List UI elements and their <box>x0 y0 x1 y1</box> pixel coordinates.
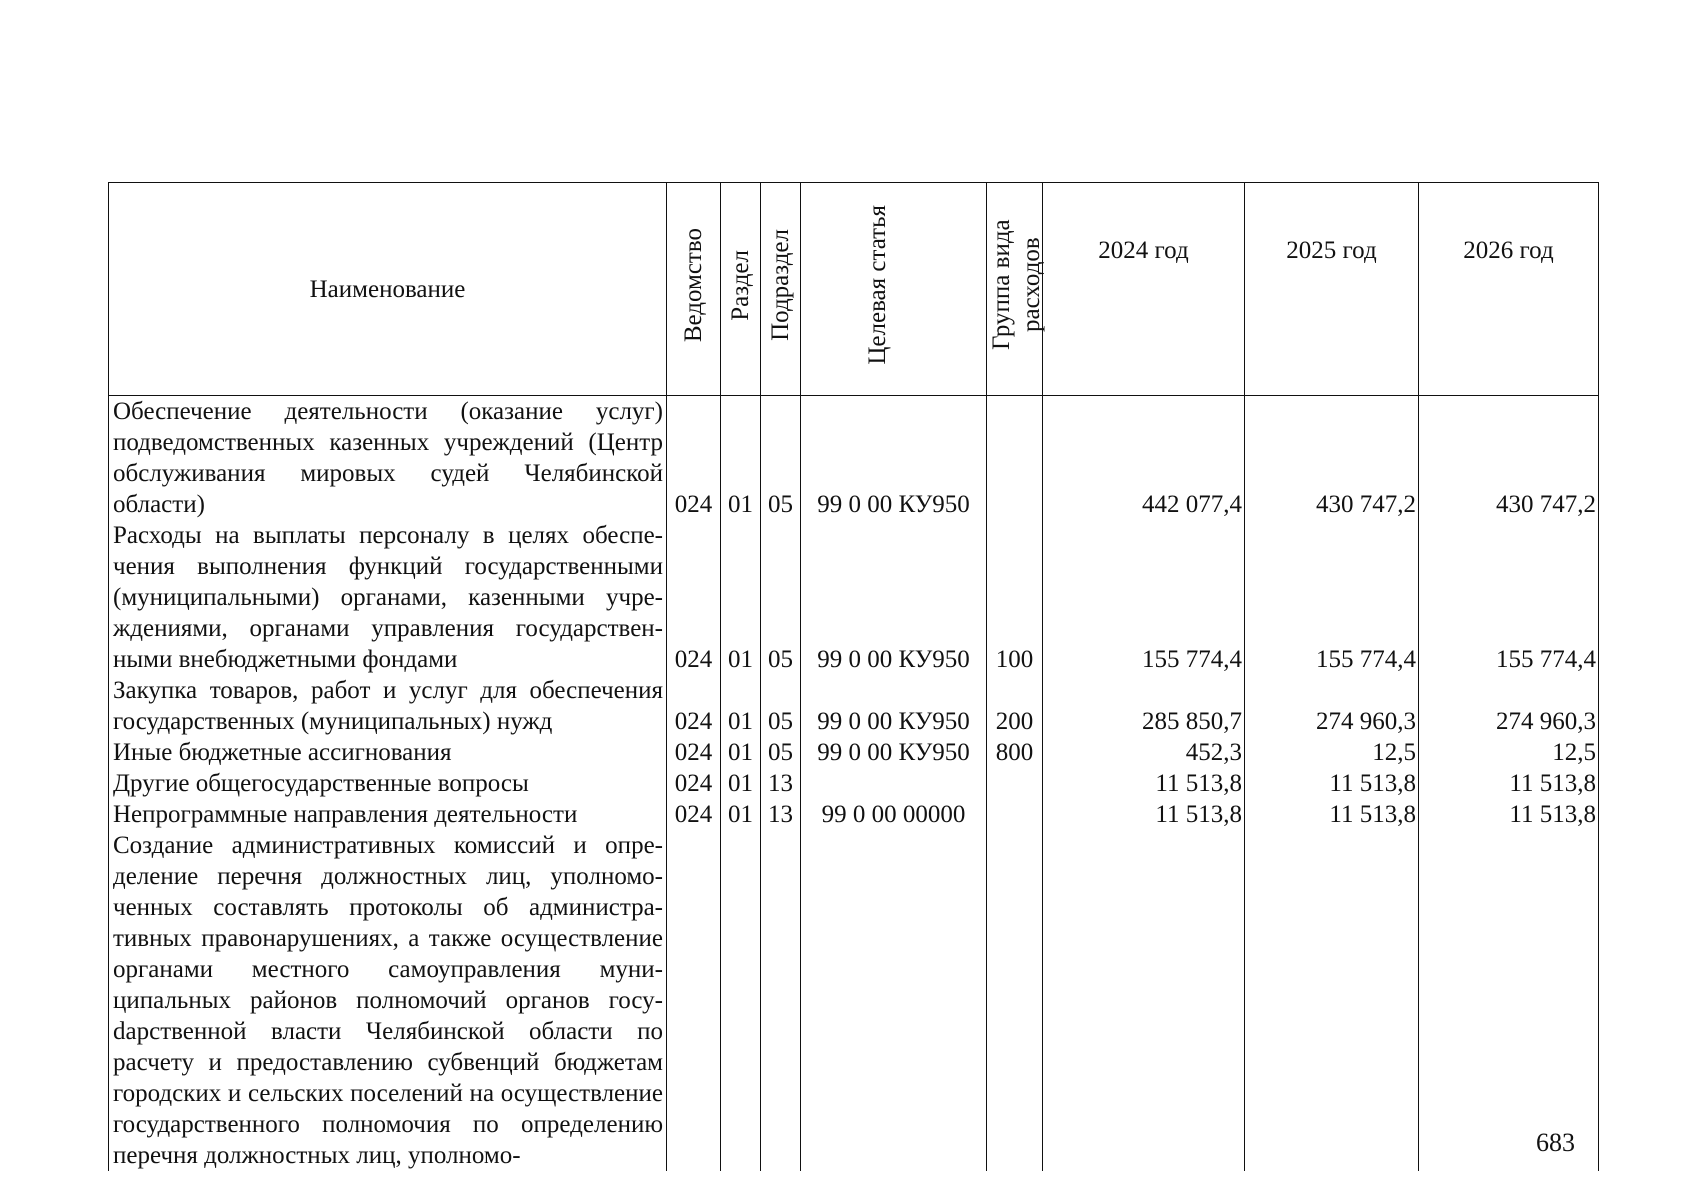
cell-subsection: 05 <box>761 396 801 521</box>
header-2024: 2024 год <box>1043 183 1245 396</box>
cell-target-article: 99 0 00 КУ950 <box>801 675 987 737</box>
header-subsection: Подраздел <box>761 183 801 396</box>
table-row <box>109 675 1599 737</box>
cell-section <box>721 830 761 1171</box>
header-target-article: Целевая статья <box>801 183 987 396</box>
cell-department: 024 <box>667 520 721 675</box>
cell-2024: 442 077,4 <box>1043 396 1245 521</box>
table-row <box>109 799 1599 830</box>
cell-subsection <box>761 830 801 1171</box>
cell-2026: 430 747,2 <box>1419 396 1599 521</box>
cell-2024: 11 513,8 <box>1043 799 1245 830</box>
cell-department: 024 <box>667 768 721 799</box>
cell-target-article <box>801 768 987 799</box>
cell-2026: 274 960,3 <box>1419 675 1599 737</box>
cell-2025 <box>1245 830 1419 1171</box>
cell-target-article: 99 0 00 КУ950 <box>801 520 987 675</box>
cell-name: Расходы на выплаты персоналу в целях обеспечения выполнения функций государственными (муниципальными) органами, казенными учреждениями, органами управления государственными внебюджетными фондами <box>109 520 667 675</box>
header-2025: 2025 год <box>1245 183 1419 396</box>
cell-expense-group: 200 <box>987 675 1043 737</box>
cell-department: 024 <box>667 737 721 768</box>
cell-target-article: 99 0 00 00000 <box>801 799 987 830</box>
table-row <box>109 520 1599 675</box>
header-name: Наименование <box>109 183 667 396</box>
cell-subsection: 05 <box>761 675 801 737</box>
cell-2026 <box>1419 830 1599 1171</box>
cell-name: Иные бюджетные ассигнования <box>109 737 667 768</box>
cell-section: 01 <box>721 396 761 521</box>
cell-target-article: 99 0 00 КУ950 <box>801 737 987 768</box>
cell-section: 01 <box>721 675 761 737</box>
cell-expense-group <box>987 396 1043 521</box>
cell-2025: 12,5 <box>1245 737 1419 768</box>
cell-target-article: 99 0 00 КУ950 <box>801 396 987 521</box>
table-header-row <box>109 183 1599 396</box>
cell-section: 01 <box>721 520 761 675</box>
cell-2024: 155 774,4 <box>1043 520 1245 675</box>
cell-name: Закупка товаров, работ и услуг для обеспечения государственных (муниципальных) нужд <box>109 675 667 737</box>
cell-2025: 155 774,4 <box>1245 520 1419 675</box>
cell-department: 024 <box>667 396 721 521</box>
cell-subsection: 13 <box>761 768 801 799</box>
cell-subsection: 05 <box>761 737 801 768</box>
cell-subsection: 05 <box>761 520 801 675</box>
cell-name: Непрограммные направления деятельности <box>109 799 667 830</box>
cell-target-article <box>801 830 987 1171</box>
cell-name: Обеспечение деятельности (оказание услуг) подведомственных казенных учреждений (Центр обслуживания мировых судей Челябинской области) <box>109 396 667 521</box>
header-section: Раздел <box>721 183 761 396</box>
cell-2025: 430 747,2 <box>1245 396 1419 521</box>
table-body <box>109 396 1599 1172</box>
budget-table <box>108 182 1599 1171</box>
cell-2024 <box>1043 830 1245 1171</box>
cell-name: Другие общегосударственные вопросы <box>109 768 667 799</box>
cell-2026: 155 774,4 <box>1419 520 1599 675</box>
cell-expense-group: 100 <box>987 520 1043 675</box>
table-row <box>109 830 1599 1171</box>
cell-expense-group <box>987 768 1043 799</box>
cell-section: 01 <box>721 768 761 799</box>
page-number: 683 <box>1536 1128 1575 1157</box>
cell-2026: 12,5 <box>1419 737 1599 768</box>
cell-2025: 11 513,8 <box>1245 799 1419 830</box>
cell-department: 024 <box>667 799 721 830</box>
table-row <box>109 768 1599 799</box>
cell-section: 01 <box>721 737 761 768</box>
cell-department: 024 <box>667 675 721 737</box>
cell-expense-group: 800 <box>987 737 1043 768</box>
cell-department <box>667 830 721 1171</box>
cell-section: 01 <box>721 799 761 830</box>
cell-expense-group <box>987 830 1043 1171</box>
header-2026: 2026 год <box>1419 183 1599 396</box>
cell-2025: 274 960,3 <box>1245 675 1419 737</box>
table-row <box>109 396 1599 521</box>
cell-name: Создание административных комиссий и определение перечня должностных лиц, уполномоченных составлять протоколы об административных правонарушениях, а также осуществление органами местного самоуправления муниципальных районов полномочий органов госуdарственной власти Челябинской области по расчету и предоставлению субвенций бюджетам городских и сельских поселений на осуществление государственного полномочия по определению перечня должностных лиц, уполномо- <box>109 830 667 1171</box>
table-row <box>109 737 1599 768</box>
cell-2026: 11 513,8 <box>1419 799 1599 830</box>
cell-expense-group <box>987 799 1043 830</box>
header-expense-group: Группа вида расходов <box>987 183 1043 396</box>
cell-2026: 11 513,8 <box>1419 768 1599 799</box>
header-department: Ведомство <box>667 183 721 396</box>
cell-2024: 452,3 <box>1043 737 1245 768</box>
cell-2025: 11 513,8 <box>1245 768 1419 799</box>
cell-2024: 11 513,8 <box>1043 768 1245 799</box>
cell-2024: 285 850,7 <box>1043 675 1245 737</box>
cell-subsection: 13 <box>761 799 801 830</box>
